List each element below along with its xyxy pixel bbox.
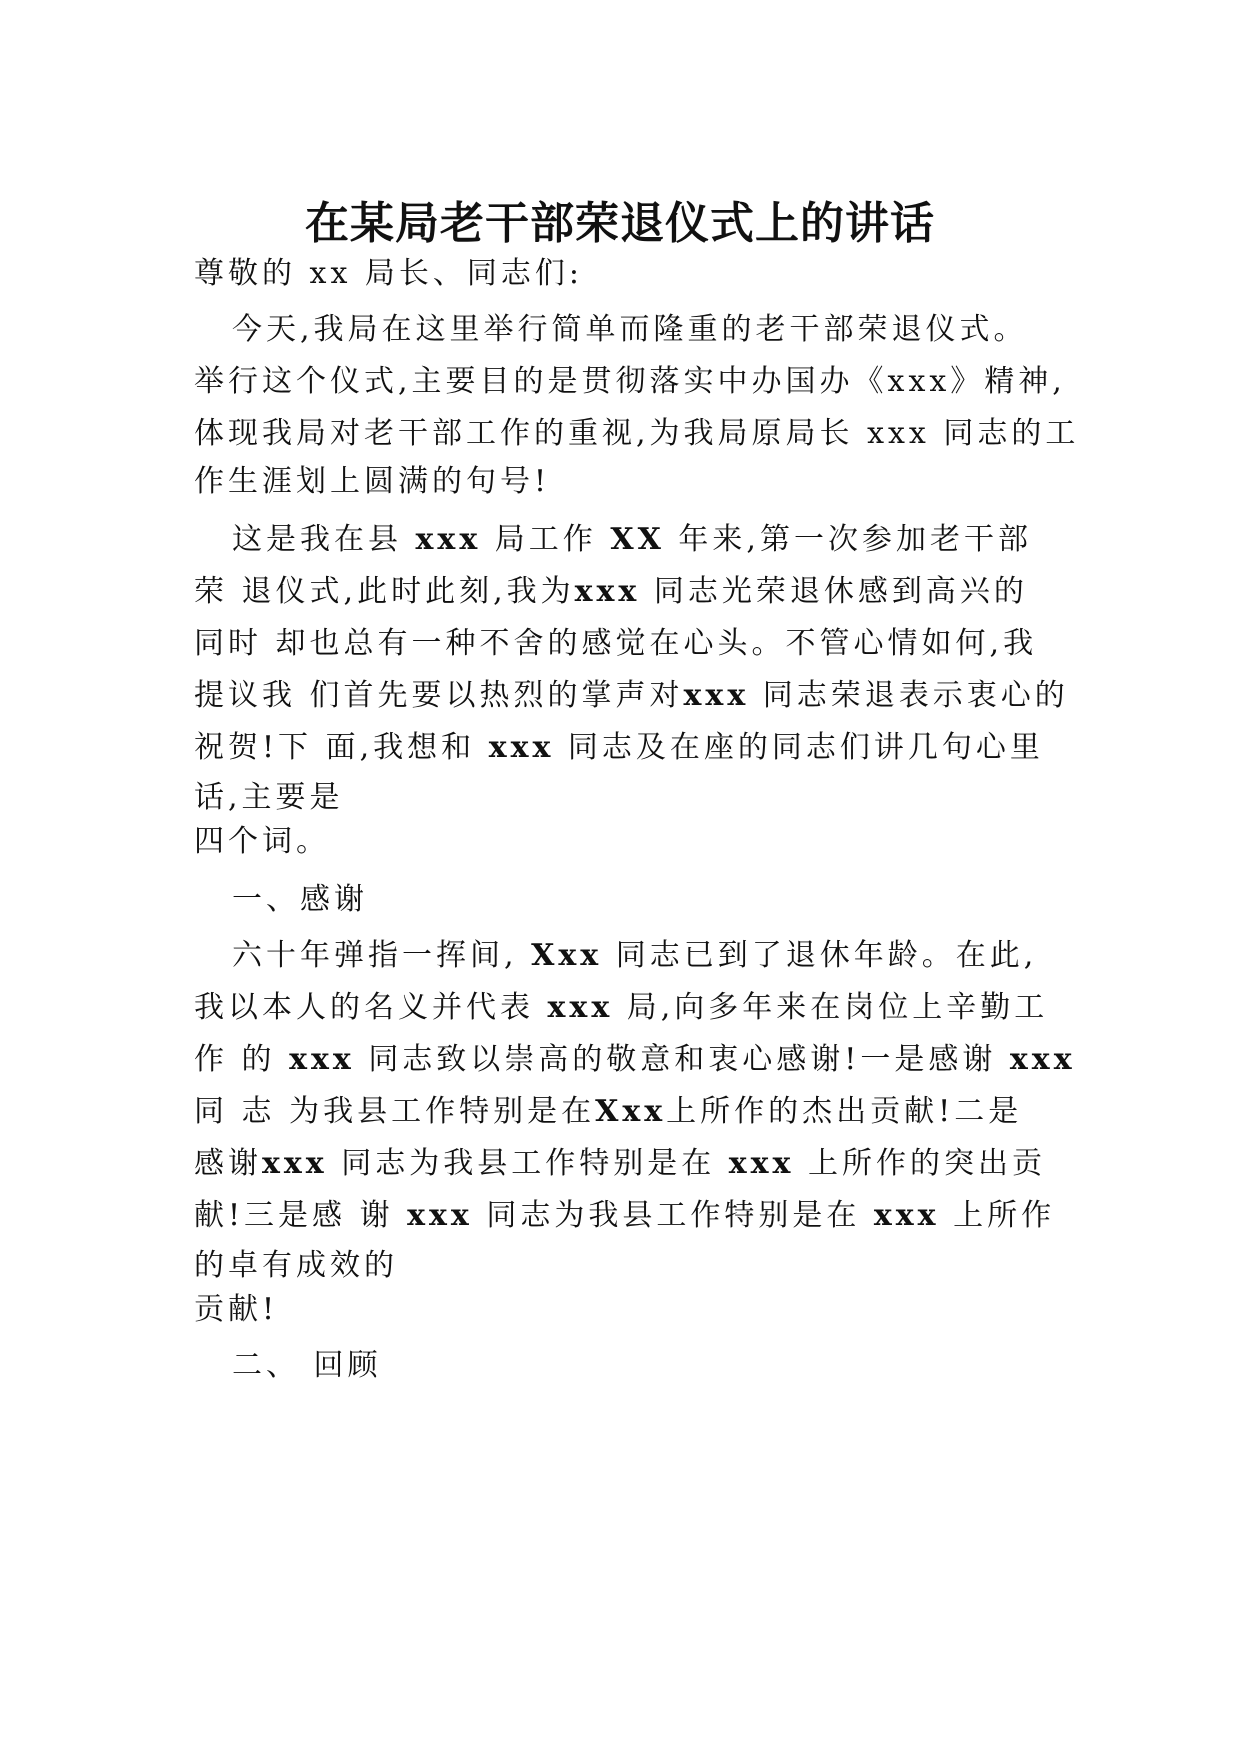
placeholder-field: Xxx bbox=[595, 1094, 667, 1129]
text-segment: 祝贺!下 面,我想和 bbox=[194, 730, 476, 765]
paragraph-1-line-2: 举行这个仪式,主要目的是贯彻落实中办国办《xxx》精神, bbox=[194, 364, 1066, 399]
placeholder-name: xxx bbox=[407, 1198, 473, 1233]
placeholder-name: xxx bbox=[488, 730, 555, 765]
text-segment: 上所作的突出贡 bbox=[807, 1146, 1046, 1181]
text-segment: 这是我在县 bbox=[232, 522, 402, 557]
text-segment: 同志及在座的同志们讲几句心里 bbox=[567, 730, 1044, 765]
text-segment: 荣 退仪式,此时此刻,我为 bbox=[194, 574, 575, 609]
text-segment: 提议我 们首先要以热烈的掌声对 bbox=[194, 678, 684, 713]
placeholder-name: xxx bbox=[1009, 1042, 1076, 1077]
text-segment: 同志为我县工作特别是在 bbox=[486, 1198, 861, 1233]
text-segment: 同志为我县工作特别是在 bbox=[341, 1146, 716, 1181]
paragraph-3-line-6 bbox=[194, 1196, 1055, 1236]
text-segment: 上所作 bbox=[953, 1198, 1056, 1233]
text-segment: 同志荣退表示衷心的 bbox=[762, 678, 1069, 713]
paragraph-1-line-3: 体现我局对老干部工作的重视,为我局原局长 xxx 同志的工 bbox=[194, 416, 1080, 451]
placeholder-name: xxx bbox=[547, 990, 614, 1025]
text-segment: 同志致以崇高的敬意和衷心感谢!一是感谢 bbox=[368, 1042, 997, 1077]
paragraph-3-line-8: 贡献! bbox=[194, 1292, 279, 1327]
text-segment: 同志光荣退休感到高兴的 bbox=[653, 574, 1028, 609]
paragraph-3-line-5 bbox=[194, 1144, 1046, 1184]
text-segment: 作 的 bbox=[194, 1042, 276, 1077]
paragraph-2-line-3: 同时 却也总有一种不舍的感觉在心头。不管心情如何,我 bbox=[194, 626, 1038, 661]
placeholder-name: xxx bbox=[262, 1146, 328, 1181]
paragraph-3-line-2 bbox=[194, 988, 1048, 1028]
paragraph-1-line-1: 今天,我局在这里举行简单而隆重的老干部荣退仪式。 bbox=[232, 312, 1028, 347]
text-segment: 六十年弹指一挥间, bbox=[232, 938, 518, 973]
text-segment: 感谢 bbox=[194, 1146, 262, 1181]
paragraph-1-line-4: 作生涯划上圆满的句号! bbox=[194, 464, 551, 499]
salutation: 尊敬的 xx 局长、同志们: bbox=[194, 256, 584, 291]
paragraph-3-line-1 bbox=[232, 936, 1037, 976]
paragraph-2-line-1 bbox=[232, 520, 1032, 560]
paragraph-2-line-2 bbox=[194, 572, 1028, 612]
text-segment: 年来,第一次参加老干部 bbox=[678, 522, 1032, 557]
placeholder-name: Xxx bbox=[531, 938, 603, 973]
paragraph-2-line-5 bbox=[194, 728, 1044, 768]
text-segment: 同 志 为我县工作特别是在 bbox=[194, 1094, 596, 1129]
placeholder-name: xxx bbox=[683, 678, 750, 713]
paragraph-2-line-6: 话,主要是 bbox=[194, 780, 344, 815]
placeholder-field: xxx bbox=[873, 1198, 940, 1233]
placeholder-name: xxx bbox=[415, 522, 482, 557]
placeholder-field: xxx bbox=[728, 1146, 795, 1181]
text-segment: 局,向多年来在岗位上辛勤工 bbox=[626, 990, 1049, 1025]
placeholder-years: XX bbox=[610, 522, 665, 557]
section-heading-2: 二、 回顾 bbox=[232, 1348, 382, 1383]
section-heading-1: 一、感谢 bbox=[232, 882, 368, 917]
paragraph-3-line-3 bbox=[194, 1040, 1076, 1080]
text-segment: 献!三是感 谢 bbox=[194, 1198, 394, 1233]
placeholder-name: xxx bbox=[574, 574, 641, 609]
paragraph-3-line-4 bbox=[194, 1092, 1022, 1132]
text-segment: 上所作的杰出贡献!二是 bbox=[666, 1094, 1023, 1129]
paragraph-2-line-4 bbox=[194, 676, 1069, 716]
text-segment: 我以本人的名义并代表 bbox=[194, 990, 534, 1025]
text-segment: 同志已到了退休年龄。在此, bbox=[615, 938, 1038, 973]
text-segment: 局工作 bbox=[494, 522, 597, 557]
document-title: 在某局老干部荣退仪式上的讲话 bbox=[305, 198, 935, 249]
placeholder-name: xxx bbox=[289, 1042, 355, 1077]
paragraph-2-line-7: 四个词。 bbox=[194, 824, 330, 859]
paragraph-3-line-7: 的卓有成效的 bbox=[194, 1248, 398, 1283]
